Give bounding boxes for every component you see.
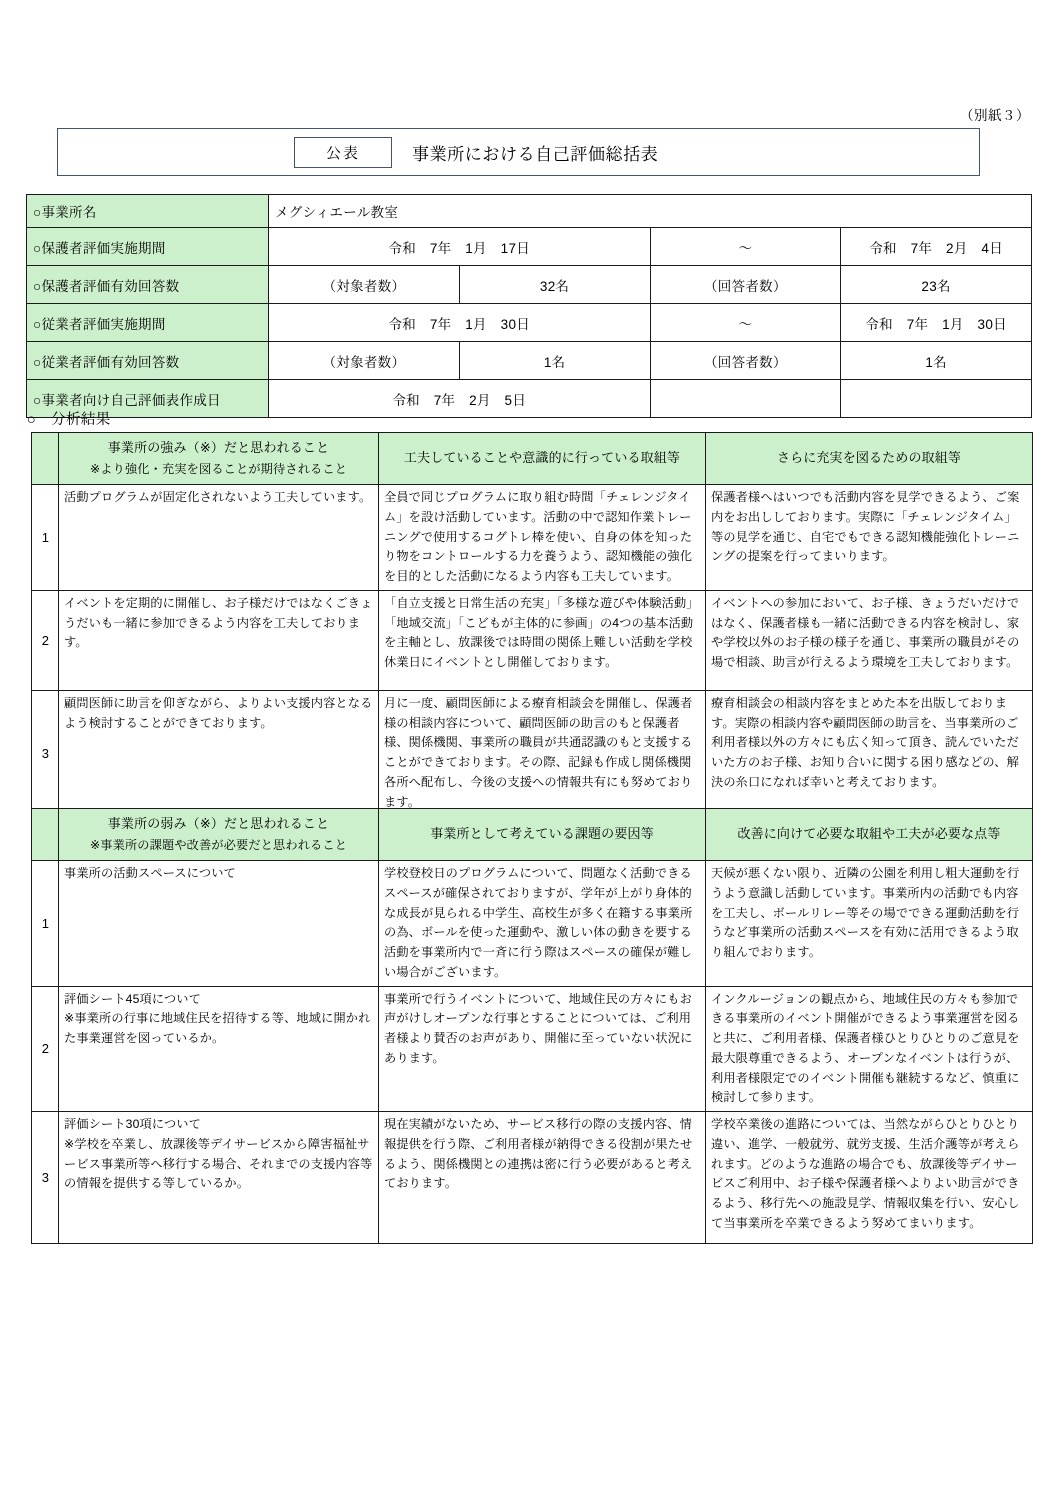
info-spacer-2: [841, 380, 1032, 418]
weaknesses-header-a-sub: ※事業所の課題や改善が必要だと思われること: [89, 838, 348, 853]
strengths-row-number-1: 1: [32, 485, 59, 591]
weaknesses-row-2-weakness: [59, 986, 379, 1112]
weaknesses-header-column-b: 事業所として考えている課題の要因等: [379, 809, 706, 861]
info-spacer-1: [650, 380, 841, 418]
info-value-guardian-period-start: 令和 7年 1月 17日: [269, 228, 651, 266]
info-value-staff-period-end: 令和 7年 1月 30日: [841, 304, 1032, 342]
sheet-note: （別紙３）: [960, 108, 1030, 123]
weaknesses-row-number-2: 2: [32, 986, 59, 1112]
strengths-row-3-efforts: 月に一度、顧問医師による療育相談会を開催し、保護者様の相談内容について、顧問医師の助言のもと保護者様、関係機関、事業所の職員が共通認識のもと支援することができております。その際、記録も作成し関係機関各所へ配布し、今後の支援への情報共有にも努めております。: [379, 690, 706, 816]
weaknesses-header-a-main: 事業所の弱み（※）だと思われること: [107, 815, 330, 831]
strengths-row-number-2: 2: [32, 590, 59, 690]
weaknesses-row-2-cause: 事業所で行うイベントについて、地域住民の方々にもお声がけしオープンな行事とすることについては、ご利用者様より賛否のお声があり、開催に至っていない状況にあります。: [379, 986, 706, 1112]
weaknesses-row-2-weakness-main: 評価シート45項について: [64, 991, 201, 1006]
table-row: [32, 1112, 1033, 1244]
table-row: [27, 228, 1032, 266]
title-bar: [57, 128, 980, 176]
table-row: [32, 590, 1033, 690]
weaknesses-row-3-weakness: [59, 1112, 379, 1244]
table-row: [32, 986, 1033, 1112]
table-row: [32, 690, 1033, 816]
weaknesses-row-3-cause: 現在実績がないため、サービス移行の際の支援内容、情報提供を行う際、ご利用者様が納得できる役割が果たせるよう、関係機関との連携は密に行う必要があると考えております。: [379, 1112, 706, 1244]
strengths-header-column-b: 工夫していることや意識的に行っている取組等: [379, 433, 706, 485]
weaknesses-row-number-1: 1: [32, 861, 59, 987]
strengths-header-number: [32, 433, 59, 485]
strengths-header-column-c: さらに充実を図るための取組等: [706, 433, 1033, 485]
info-sublabel-guardian-target: （対象者数）: [269, 266, 460, 304]
info-value-guardian-target: 32名: [459, 266, 650, 304]
strengths-header-a-main: 事業所の強み（※）だと思われること: [107, 439, 330, 455]
weaknesses-row-2-improvement: インクルージョンの観点から、地域住民の方々も参加できる事業所のイベント開催ができるよう事業運営を図ると共に、ご利用者様、保護者様ひとりひとりのご意見を最大限尊重できるよう、オープンなイベントは行うが、利用者様限定でのイベント開催も継続するなど、慎重に検討して参ります。: [706, 986, 1033, 1112]
info-value-staff-target: 1名: [459, 342, 650, 380]
strengths-header-a-sub: ※より強化・充実を図ることが期待されること: [89, 462, 348, 477]
analysis-section-heading: ○ 分析結果: [27, 412, 111, 428]
info-label-creation-date: ○事業者向け自己評価表作成日: [27, 380, 269, 418]
table-header-row: [32, 809, 1033, 861]
info-label-guardian-period: ○保護者評価実施期間: [27, 228, 269, 266]
info-sublabel-staff-respondents: （回答者数）: [650, 342, 841, 380]
page-title: 事業所における自己評価総括表: [412, 144, 659, 164]
strengths-row-2-future: イベントへの参加において、お子様、きょうだいだけではなく、保護者様も一緒に活動できる内容を検討し、家や学校以外のお子様の様子を通じ、事業所の職員がその場で相談、助言が行えるよう環境を工夫しております。: [706, 590, 1033, 690]
table-row: [32, 861, 1033, 987]
weaknesses-header-column-a: [59, 809, 379, 861]
weaknesses-row-3-improvement: 学校卒業後の進路については、当然ながらひとりひとり違い、進学、一般就労、就労支援、生活介護等が考えられます。どのような進路の場合でも、放課後等デイサービスご利用中、お子様や保護者様へよりよい助言ができるよう、移行先への施設見学、情報収集を行い、安心して当事業所を卒業できるよう努めてまいります。: [706, 1112, 1033, 1244]
weaknesses-analysis-table: [31, 808, 1033, 1244]
strengths-analysis-table: [31, 432, 1033, 816]
info-value-guardian-respondents: 23名: [841, 266, 1032, 304]
strengths-row-1-strength: 活動プログラムが固定化されないよう工夫しています。: [59, 485, 379, 591]
table-row: [27, 342, 1032, 380]
weaknesses-row-1-improvement: 天候が悪くない限り、近隣の公園を利用し粗大運動を行うよう意識し活動しています。事業所内の活動でも内容を工夫し、ボールリレー等その場でできる運動活動を行うなど事業所の活動スペースを有効に活用できるよう取り組んでおります。: [706, 861, 1033, 987]
info-value-staff-respondents: 1名: [841, 342, 1032, 380]
info-value-staff-period-start: 令和 7年 1月 30日: [269, 304, 651, 342]
weaknesses-row-1-weakness-main: 事業所の活動スペースについて: [64, 866, 236, 880]
weaknesses-row-2-weakness-sub: ※事業所の行事に地域住民を招待する等、地域に開かれた事業運営を図っているか。: [64, 1011, 371, 1046]
table-row: [27, 304, 1032, 342]
public-disclosure-badge: 公表: [294, 137, 392, 168]
facility-info-table: [26, 194, 1032, 418]
table-row: [27, 195, 1032, 228]
strengths-row-number-3: 3: [32, 690, 59, 816]
table-header-row: [32, 433, 1033, 485]
info-label-facility-name: ○事業所名: [27, 195, 269, 228]
info-label-staff-responses: ○従業者評価有効回答数: [27, 342, 269, 380]
strengths-row-2-strength: イベントを定期的に開催し、お子様だけではなくごきょうだいも一緒に参加できるよう内容を工夫しております。: [59, 590, 379, 690]
weaknesses-row-1-weakness: [59, 861, 379, 987]
table-row: [32, 485, 1033, 591]
table-row: [27, 266, 1032, 304]
info-sublabel-guardian-respondents: （回答者数）: [650, 266, 841, 304]
strengths-row-2-efforts: 「自立支援と日常生活の充実」「多様な遊びや体験活動」「地域交流」「こどもが主体的に参画」の4つの基本活動を主軸とし、放課後では時間の関係上難しい活動を学校休業日にイベントとし開催しております。: [379, 590, 706, 690]
weaknesses-row-3-weakness-sub: ※学校を卒業し、放課後等デイサービスから障害福祉サービス事業所等へ移行する場合、それまでの支援内容等の情報を提供する等しているか。: [64, 1136, 373, 1191]
strengths-header-column-a: [59, 433, 379, 485]
weaknesses-header-column-c: 改善に向けて必要な取組や工夫が必要な点等: [706, 809, 1033, 861]
strengths-row-1-future: 保護者様へはいつでも活動内容を見学できるよう、ご案内をお出ししております。実際に「チェレンジタイム」等の見学を通じ、自宅でもできる認知機能強化トレーニングの提案を行ってまいります。: [706, 485, 1033, 591]
info-value-guardian-period-end: 令和 7年 2月 4日: [841, 228, 1032, 266]
strengths-row-1-efforts: 全員で同じプログラムに取り組む時間「チェレンジタイム」を設け活動しています。活動の中で認知作業トレーニングで使用するコグトレ棒を使い、自身の体を知ったり物をコントロールする力を養うよう、認知機能の強化を目的とした活動になるよう内容も工夫しています。: [379, 485, 706, 591]
info-value-creation-date: 令和 7年 2月 5日: [269, 380, 651, 418]
info-label-guardian-responses: ○保護者評価有効回答数: [27, 266, 269, 304]
weaknesses-header-number: [32, 809, 59, 861]
weaknesses-row-3-weakness-main: 評価シート30項について: [64, 1117, 201, 1132]
info-value-guardian-period-tilde: 〜: [650, 228, 841, 266]
table-row: [27, 380, 1032, 418]
info-value-staff-period-tilde: 〜: [650, 304, 841, 342]
info-sublabel-staff-target: （対象者数）: [269, 342, 460, 380]
weaknesses-row-number-3: 3: [32, 1112, 59, 1244]
strengths-row-3-future: 療育相談会の相談内容をまとめた本を出版しております。実際の相談内容や顧問医師の助言を、当事業所のご利用者様以外の方々にも広く知って頂き、読んでいただいた方のお子様、お知り合いに関する困り感などの、解決の糸口になれば幸いと考えております。: [706, 690, 1033, 816]
info-label-staff-period: ○従業者評価実施期間: [27, 304, 269, 342]
weaknesses-row-1-cause: 学校登校日のプログラムについて、問題なく活動できるスペースが確保されておりますが、学年が上がり身体的な成長が見られる中学生、高校生が多く在籍する事業所の為、ボールを使った運動や、激しい体の動きを要する活動を事業所内で一斉に行う際はスペースの確保が難しい場合がございます。: [379, 861, 706, 987]
info-value-facility-name: メグシィエール教室: [269, 195, 1032, 228]
strengths-row-3-strength: 顧問医師に助言を仰ぎながら、よりよい支援内容となるよう検討することができております。: [59, 690, 379, 816]
